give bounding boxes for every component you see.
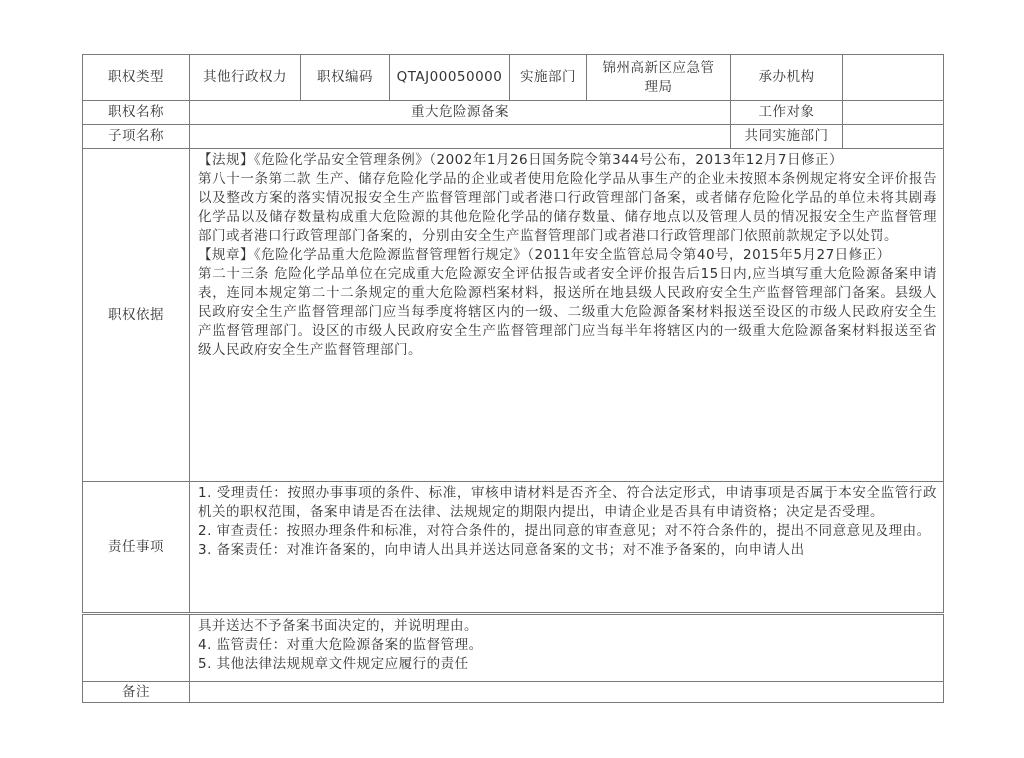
responsibility-item: 1. 受理责任：按照办事事项的条件、标准，审核申请材料是否齐全、符合法定形式，申请事项是否属于本安全监管行政机关的职权范围，备案申请是否在法律、法规规定的期限内提出，申请企业是否具有申请资格；决定是否受理。: [198, 485, 937, 520]
basis-paragraph: 第八十一条第二款 生产、储存危险化学品的企业或者使用危险化学品从事生产的企业未按照本条例规定将安全评价报告以及整改方案的落实情况报安全生产监督管理部门或者港口行政管理部门备案，或者储存危险化学品的单位未将其剧毒化学品以及储存数量构成重大危险源的其他危险化学品的储存数量、储存地点以及管理人员的情况报安全生产监督管理部门或者港口行政管理部门备案的，分别由安全生产监督管理部门或者港口行政管理部门依照前款规定予以处罚。: [198, 171, 937, 244]
responsibility-item: 具并送达不予备案书面决定的，并说明理由。: [198, 618, 478, 634]
responsibility-label: 责任事项: [83, 482, 190, 613]
work-object-label: 工作对象: [731, 101, 843, 125]
responsibility-continued-content: [190, 615, 944, 682]
responsibility-item: 5. 其他法律法规规章文件规定应履行的责任: [198, 656, 469, 672]
responsibility-continued-label: [83, 615, 190, 682]
responsibility-item: 3. 备案责任：对准许备案的，向申请人出具并送达同意备案的文书；对不准予备案的，向申请人出: [198, 542, 805, 558]
authority-table-page-1: [82, 54, 944, 613]
basis-content: [190, 149, 944, 482]
responsibility-item: 2. 审查责任：按照办理条件和标准，对符合条件的，提出同意的审查意见；对不符合条件的，提出不同意意见及理由。: [198, 523, 931, 539]
basis-label: 职权依据: [83, 149, 190, 482]
remark-value: [190, 682, 944, 703]
power-code-value: QTAJ00050000: [390, 55, 510, 101]
undertaking-label: 承办机构: [731, 55, 843, 101]
power-type-value: 其他行政权力: [190, 55, 301, 101]
basis-paragraph: 【法规】《危险化学品安全管理条例》（2002年1月26日国务院令第344号公布，2013年12月7日修正）: [198, 152, 844, 168]
joint-dept-label: 共同实施部门: [731, 125, 843, 149]
impl-dept-value: 锦州高新区应急管理局: [587, 55, 731, 101]
responsibility-content: [190, 482, 944, 613]
basis-paragraph: 第二十三条 危险化学品单位在完成重大危险源安全评估报告或者安全评价报告后15日内,应当填写重大危险源备案申请表，连同本规定第二十二条规定的重大危险源档案材料，报送所在地县级人民政府安全生产监督管理部门备案。县级人民政府安全生产监督管理部门应当每季度将辖区内的一级、二级重大危险源备案材料报送至设区的市级人民政府安全生产监督管理部门。设区的市级人民政府安全生产监督管理部门应当每半年将辖区内的一级重大危险源备案材料报送至省级人民政府安全生产监督管理部门。: [198, 266, 937, 358]
remark-label: 备注: [83, 682, 190, 703]
basis-paragraph: 【规章】《危险化学品重大危险源监督管理暂行规定》（2011年安全监管总局令第40号，2015年5月27日修正）: [198, 247, 891, 263]
authority-table-page-2: [82, 614, 944, 703]
power-code-label: 职权编码: [301, 55, 390, 101]
sub-item-value: [190, 125, 731, 149]
responsibility-item: 4. 监管责任：对重大危险源备案的监督管理。: [198, 637, 483, 653]
impl-dept-label: 实施部门: [510, 55, 587, 101]
undertaking-value: [843, 55, 944, 101]
work-object-value: [843, 101, 944, 125]
power-name-label: 职权名称: [83, 101, 190, 125]
power-type-label: 职权类型: [83, 55, 190, 101]
joint-dept-value: [843, 125, 944, 149]
sub-item-label: 子项名称: [83, 125, 190, 149]
power-name-value: 重大危险源备案: [190, 101, 731, 125]
